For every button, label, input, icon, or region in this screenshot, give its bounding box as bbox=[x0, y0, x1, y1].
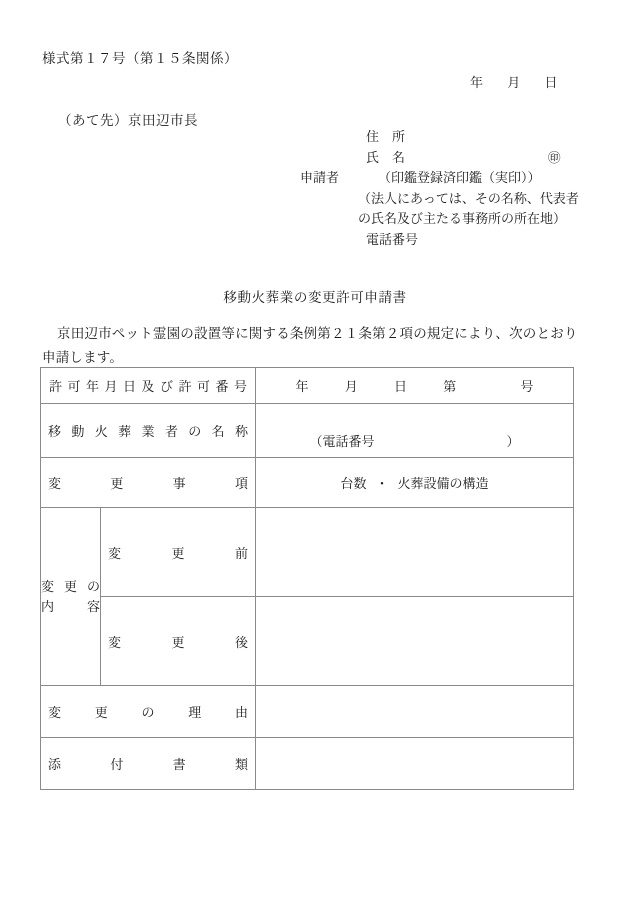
body-paragraph: 京田辺市ペット霊園の設置等に関する条例第２１条第２項の規定により、次のとおり申請します。 bbox=[42, 326, 578, 365]
label-change-content bbox=[41, 508, 101, 686]
label-char: 名 bbox=[211, 424, 225, 439]
label-change-item bbox=[41, 458, 256, 508]
corporate-note-line-1: （法人にあっては、その名称、代表者 bbox=[358, 190, 579, 206]
seal-registration-note: （印鑑登録済印鑑（実印）） bbox=[378, 170, 541, 185]
table-row-attachments bbox=[41, 738, 574, 790]
label-change-reason bbox=[41, 686, 256, 738]
label-char: 更 bbox=[171, 545, 185, 561]
label-change-after bbox=[101, 597, 256, 686]
value-change-before[interactable] bbox=[256, 508, 574, 597]
corporate-note-line-2: の氏名及び主たる事務所の所在地） bbox=[358, 211, 567, 226]
label-char: 火 bbox=[94, 424, 108, 439]
label-char: 年 bbox=[86, 379, 100, 394]
label-char: 変 bbox=[41, 578, 55, 594]
date-month-label: 月 bbox=[507, 75, 521, 90]
corporate-note-row-1 bbox=[300, 189, 579, 210]
change-option-structure[interactable]: 火葬設備の構造 bbox=[397, 476, 489, 491]
label-char: の bbox=[86, 578, 100, 594]
permit-month-label: 月 bbox=[344, 379, 358, 394]
value-change-reason[interactable] bbox=[256, 686, 574, 738]
applicant-block bbox=[300, 127, 579, 250]
label-char: 可 bbox=[67, 379, 81, 394]
date-year-label: 年 bbox=[470, 75, 484, 90]
label-char: 業 bbox=[141, 424, 155, 439]
label-char: 添 bbox=[48, 757, 62, 772]
label-char: 変 bbox=[48, 476, 62, 491]
table-row-change-before bbox=[41, 508, 574, 597]
label-char: 前 bbox=[235, 545, 249, 561]
label-char: 付 bbox=[110, 757, 124, 772]
label-char: 項 bbox=[234, 476, 248, 491]
application-form-table bbox=[40, 367, 574, 790]
applicant-phone-row bbox=[300, 230, 579, 251]
table-row-change-item bbox=[41, 458, 574, 508]
applicant-address-row bbox=[300, 127, 579, 148]
applicant-name-label: 氏 名 bbox=[366, 149, 406, 165]
change-option-separator: ・ bbox=[375, 476, 389, 491]
label-char: 者 bbox=[164, 424, 178, 439]
label-operator-name bbox=[41, 404, 256, 458]
label-char: 更 bbox=[171, 634, 185, 650]
label-char: 移 bbox=[48, 424, 62, 439]
label-char: の bbox=[188, 424, 202, 439]
label-char: 許 bbox=[49, 379, 63, 394]
permit-number-prefix: 第 bbox=[443, 379, 457, 394]
corporate-note-row-2 bbox=[300, 209, 579, 230]
label-char: 更 bbox=[94, 705, 108, 720]
addressee: （あて先）京田辺市長 bbox=[58, 113, 198, 128]
value-change-item[interactable] bbox=[256, 458, 574, 508]
value-change-after[interactable] bbox=[256, 597, 574, 686]
label-change-before bbox=[101, 508, 256, 597]
label-char: 由 bbox=[235, 705, 249, 720]
label-char: 番 bbox=[215, 379, 229, 394]
table-row-permit-date bbox=[41, 368, 574, 404]
change-option-count[interactable]: 台数 bbox=[340, 476, 367, 491]
table-row-change-reason bbox=[41, 686, 574, 738]
label-char: 変 bbox=[108, 634, 122, 650]
label-char: の bbox=[141, 705, 155, 720]
applicant-address-label: 住 所 bbox=[366, 129, 406, 144]
applicant-label: 申請者 bbox=[300, 170, 340, 185]
label-char: 許 bbox=[178, 379, 192, 394]
label-char: 理 bbox=[188, 705, 202, 720]
applicant-phone-label: 電話番号 bbox=[366, 231, 419, 247]
label-char: 称 bbox=[235, 424, 249, 439]
label-char: 変 bbox=[108, 545, 122, 561]
operator-phone-close-paren: ） bbox=[506, 434, 520, 449]
label-char: 更 bbox=[63, 578, 77, 594]
label-char: 類 bbox=[234, 757, 248, 772]
label-char: 可 bbox=[197, 379, 211, 394]
date-day-label: 日 bbox=[544, 75, 558, 90]
page-title: 移動火葬業の変更許可申請書 bbox=[223, 290, 407, 305]
label-char: 及 bbox=[141, 379, 155, 394]
value-operator-name[interactable] bbox=[256, 404, 574, 458]
permit-year-label: 年 bbox=[295, 379, 309, 394]
value-permit-date-number[interactable] bbox=[256, 368, 574, 404]
label-char: 内 bbox=[41, 598, 55, 614]
value-attachments[interactable] bbox=[256, 738, 574, 790]
seal-mark-icon: ㊞ bbox=[548, 150, 561, 165]
label-char: 更 bbox=[110, 476, 124, 491]
permit-day-label: 日 bbox=[394, 379, 408, 394]
label-char: 事 bbox=[172, 476, 186, 491]
label-char: 号 bbox=[234, 379, 248, 394]
label-char: 変 bbox=[48, 705, 62, 720]
date-line bbox=[470, 72, 558, 91]
label-char: び bbox=[160, 379, 174, 394]
label-char: 日 bbox=[123, 379, 137, 394]
label-char: 容 bbox=[86, 598, 100, 614]
label-permit-date-number bbox=[41, 368, 256, 404]
label-char: 葬 bbox=[118, 424, 132, 439]
label-char: 書 bbox=[172, 757, 186, 772]
permit-number-suffix: 号 bbox=[520, 379, 534, 394]
label-char: 後 bbox=[235, 634, 249, 650]
operator-phone-label: （電話番号 bbox=[309, 434, 375, 449]
table-row-change-after bbox=[41, 597, 574, 686]
table-row-operator-name bbox=[41, 404, 574, 458]
applicant-seal-note-row bbox=[300, 168, 579, 189]
label-char: 月 bbox=[104, 379, 118, 394]
form-number: 様式第１７号（第１５条関係） bbox=[42, 51, 238, 66]
label-char: 動 bbox=[71, 424, 85, 439]
label-attachments bbox=[41, 738, 256, 790]
applicant-name-row bbox=[300, 148, 579, 169]
